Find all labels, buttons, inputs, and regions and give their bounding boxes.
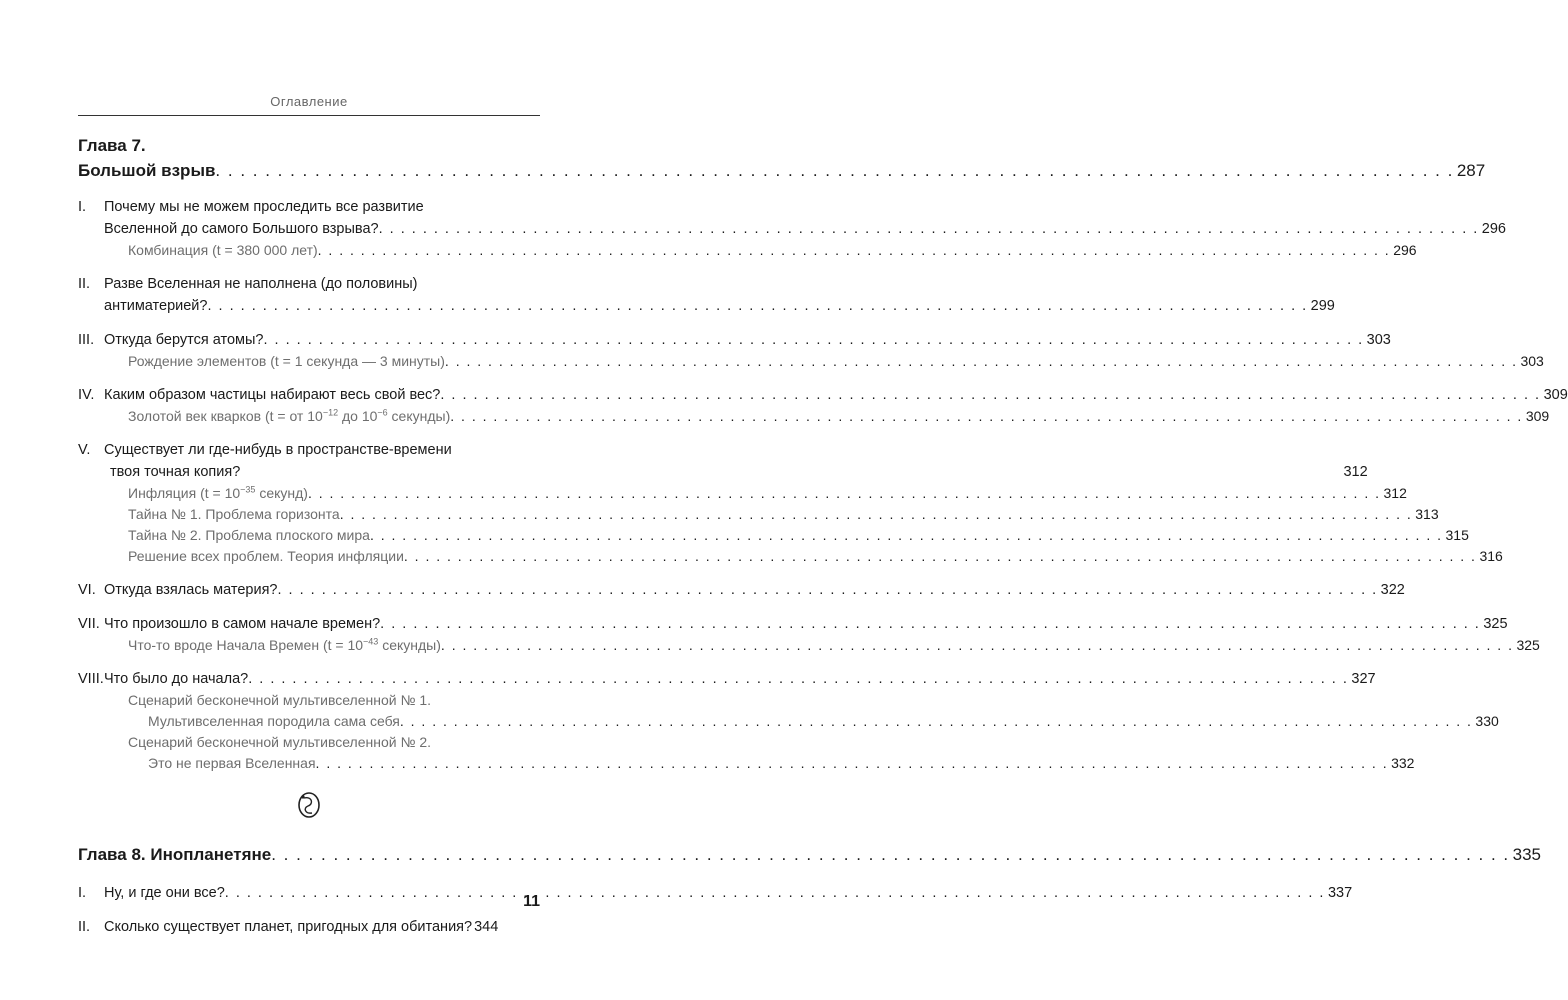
header-rule: [78, 115, 540, 116]
subsection-title: Мультивселенная породила сама себя: [148, 713, 400, 729]
toc-subsection[interactable]: [78, 635, 1540, 656]
section-page: 309: [1543, 387, 1568, 403]
chapter-7-title: Большой взрыв: [78, 161, 216, 180]
toc-subsection[interactable]: [78, 406, 1550, 427]
subsection-title: Инфляция ($t = 10^{-35}$ секунд): [128, 484, 308, 501]
swirl-ornament-icon: [78, 788, 540, 824]
section-number: I.: [78, 885, 87, 901]
leader-dots: [248, 668, 1348, 690]
toc-section-4[interactable]: [78, 384, 1568, 427]
leader-dots: [271, 842, 1509, 868]
section-title-line: Вселенной до самого Большого взрыва?: [104, 221, 379, 237]
section-title-line: твоя точная копия?: [110, 464, 241, 480]
page-number: 11: [523, 893, 540, 910]
leader-dots: [225, 882, 1325, 904]
leader-dots: [404, 546, 1477, 567]
subsection-title: Это не первая Вселенная: [148, 755, 316, 771]
section-page: 337: [1327, 885, 1353, 901]
section-page: 299: [1310, 298, 1335, 314]
running-header: Оглавление: [270, 94, 348, 109]
subsection-page: 325: [1516, 637, 1540, 653]
section-title-line: антиматерией?: [104, 298, 208, 314]
section-page: 303: [1366, 332, 1391, 348]
leader-dots: [207, 295, 1307, 317]
leader-dots: [380, 613, 1480, 635]
subsection-page: 303: [1520, 353, 1544, 369]
section-page: 322: [1380, 582, 1405, 598]
subsection-page: 312: [1383, 485, 1407, 501]
toc-section-1[interactable]: [78, 196, 1506, 261]
subsection-page: 330: [1475, 713, 1499, 729]
leader-dots: [441, 635, 1514, 656]
toc-section-8[interactable]: [78, 668, 1499, 774]
leader-dots: [400, 711, 1473, 732]
toc-subsection-line: Сценарий бесконечной мультивселенной № 2.: [128, 734, 432, 750]
leader-dots: [316, 753, 1389, 774]
section-title-line: Разве Вселенная не наполнена (до половины): [104, 276, 418, 292]
subsection-title: Решение всех проблем. Теория инфляции: [128, 548, 404, 564]
section-number: IV.: [78, 387, 95, 403]
chapter-8-page: 335: [1512, 845, 1541, 864]
toc-subsection[interactable]: [78, 240, 1417, 261]
section-title-line: Каким образом частицы набирают весь свой вес?: [104, 387, 441, 403]
toc-subsection[interactable]: [78, 546, 1503, 567]
subsection-title: Рождение элементов (t = 1 секунда — 3 минуты): [128, 353, 445, 369]
toc-subsection[interactable]: [78, 711, 1499, 732]
leader-dots: [277, 579, 1377, 601]
leader-dots: [445, 351, 1518, 372]
section-title-line: Существует ли где-нибудь в пространстве-времени: [104, 442, 452, 458]
subsection-page: 315: [1445, 527, 1469, 543]
subsection-title: Что-то вроде Начала Времен ($t = 10^{-43}$ секунды): [128, 636, 441, 653]
subsection-page: 316: [1479, 548, 1503, 564]
leader-dots: [340, 504, 1413, 525]
toc-section-7[interactable]: [78, 613, 1540, 656]
chapter-8-title: Глава 8. Инопланетяне: [78, 845, 272, 864]
section-title-line: Откуда берутся атомы?: [104, 332, 264, 348]
section-title-line: Сколько существует планет, пригодных для обитания?: [104, 919, 473, 935]
toc-ch8-section-2[interactable]: [78, 916, 540, 938]
leader-dots: [370, 525, 1443, 546]
toc-subsection[interactable]: [78, 351, 1544, 372]
leader-dots: [450, 406, 1523, 427]
toc-section-5[interactable]: [78, 439, 1503, 567]
subsection-page: 296: [1393, 242, 1417, 258]
section-page: 344: [474, 919, 499, 935]
section-page: 312: [1343, 464, 1368, 480]
section-number: II.: [78, 919, 91, 935]
toc-subsection[interactable]: [78, 504, 1439, 525]
toc: [78, 124, 1568, 938]
toc-subsection-line: Сценарий бесконечной мультивселенной № 1.: [128, 692, 432, 708]
subsection-title: Комбинация (t = 380 000 лет): [128, 242, 318, 258]
section-number: I.: [78, 199, 87, 215]
section-number: III.: [78, 332, 95, 348]
subsection-title: Тайна № 1. Проблема горизонта: [128, 506, 340, 522]
leader-dots: [318, 240, 1391, 261]
toc-ch8-section-1[interactable]: [78, 882, 1353, 904]
section-title-line: Откуда взялась материя?: [104, 582, 278, 598]
toc-subsection[interactable]: [78, 753, 1415, 774]
section-page: 296: [1481, 221, 1506, 237]
chapter-7-title-row[interactable]: [78, 158, 1486, 184]
chapter-7-page: 287: [1456, 161, 1486, 180]
toc-subsection[interactable]: [78, 483, 1407, 504]
leader-dots: [215, 158, 1453, 184]
leader-dots: [379, 218, 1479, 240]
toc-section-2[interactable]: [78, 273, 1335, 317]
subsection-page: 309: [1525, 408, 1550, 424]
section-number: V.: [78, 442, 91, 458]
section-title-line: Ну, и где они все?: [104, 885, 225, 901]
toc-section-3[interactable]: [78, 329, 1544, 372]
section-number: VIII.: [78, 671, 104, 687]
leader-dots: [263, 329, 1363, 351]
section-number: II.: [78, 276, 91, 292]
subsection-page: 313: [1415, 506, 1439, 522]
section-page: 325: [1483, 616, 1508, 632]
toc-subsection[interactable]: [78, 525, 1469, 546]
section-page: 327: [1351, 671, 1376, 687]
section-number: VI.: [78, 582, 96, 598]
subsection-title: Тайна № 2. Проблема плоского мира: [128, 527, 370, 543]
chapter-7-label: Глава 7.: [78, 136, 146, 155]
section-title-line: Что произошло в самом начале времен?: [104, 616, 381, 632]
chapter-8-title-row[interactable]: [78, 842, 1541, 868]
leader-dots: [440, 384, 1540, 406]
section-title-line: Почему мы не можем проследить все развитие: [104, 199, 424, 215]
section-title-line: Что было до начала?: [104, 671, 249, 687]
subsection-title: Золотой век кварков (t = от $10^{-12}$ до $10^{-6}$ секунды): [128, 407, 451, 424]
leader-dots: [308, 483, 1381, 504]
toc-section-6[interactable]: [78, 579, 1405, 601]
subsection-page: 332: [1391, 755, 1415, 771]
section-number: VII.: [78, 616, 100, 632]
